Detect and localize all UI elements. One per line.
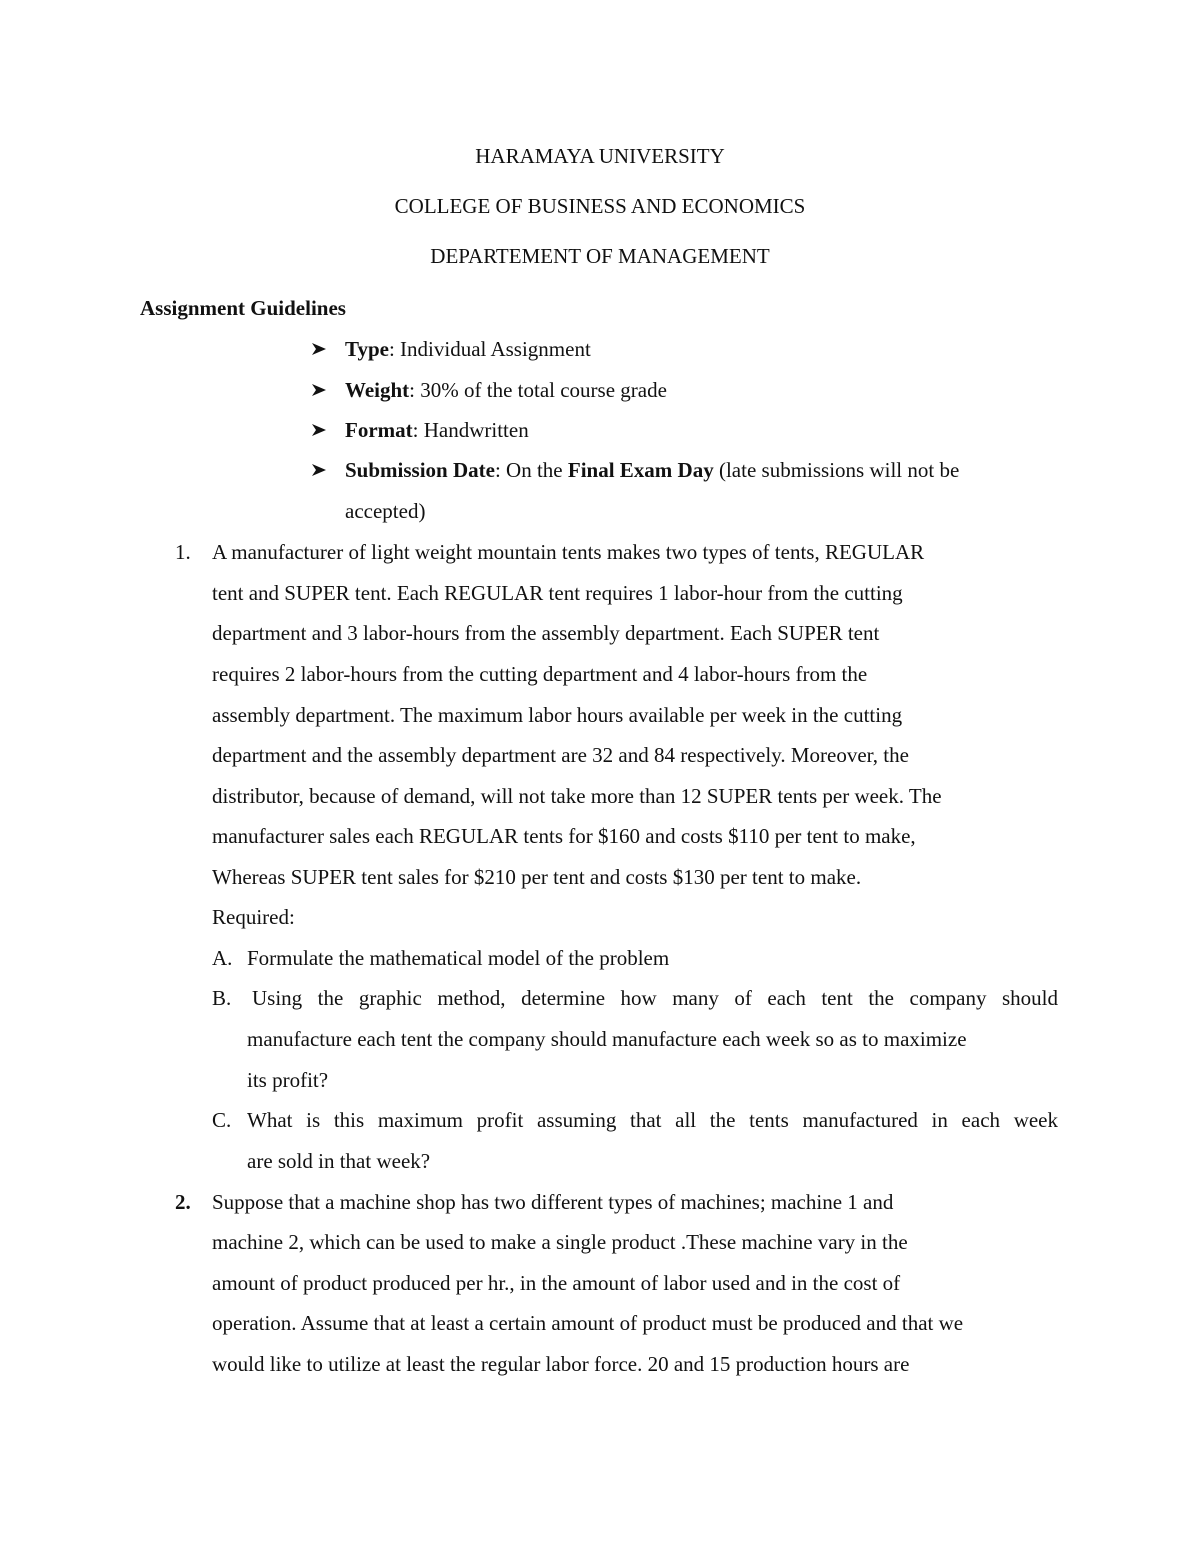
- part-c-text: are sold in that week?: [247, 1149, 431, 1173]
- arrowhead-bullet-icon: [310, 336, 330, 362]
- guidelines-title: Assignment Guidelines: [140, 296, 346, 320]
- question-1-line: assembly department. The maximum labor hours available per week in the cutting: [212, 703, 903, 727]
- question-2-line: Suppose that a machine shop has two different types of machines; machine 1 and: [212, 1190, 894, 1214]
- part-b-text: Using the graphic method, determine how many of each tent the company should: [252, 986, 1058, 1010]
- question-1-line: A manufacturer of light weight mountain tents makes two types of tents, REGULAR: [212, 540, 925, 564]
- college-name: COLLEGE OF BUSINESS AND ECONOMICS: [394, 194, 806, 218]
- part-b-letter: B.: [212, 986, 232, 1010]
- question-1-line: requires 2 labor-hours from the cutting department and 4 labor-hours from the: [212, 662, 868, 686]
- part-a-letter: A.: [212, 946, 233, 970]
- part-b-text: its profit?: [247, 1068, 329, 1092]
- question-2-line: machine 2, which can be used to make a single product .These machine vary in the: [212, 1230, 908, 1254]
- question-1-required-label: Required:: [212, 905, 295, 929]
- question-2-line: operation. Assume that at least a certain amount of product must be produced and that we: [212, 1311, 964, 1335]
- part-c-text: What is this maximum profit assuming that all the tents manufactured in each week: [247, 1108, 1058, 1132]
- question-2-line: amount of product produced per hr., in the amount of labor used and in the cost of: [212, 1271, 901, 1295]
- arrowhead-bullet-icon: [310, 417, 330, 443]
- question-1-number: 1.: [175, 540, 191, 564]
- guideline-type: Type: Individual Assignment: [345, 337, 591, 361]
- question-1-line: tent and SUPER tent. Each REGULAR tent requires 1 labor-hour from the cutting: [212, 581, 903, 605]
- part-a-text: Formulate the mathematical model of the problem: [247, 946, 670, 970]
- university-name: HARAMAYA UNIVERSITY: [475, 144, 725, 168]
- part-b-text: manufacture each tent the company should manufacture each week so as to maximize: [247, 1027, 967, 1051]
- question-1-line: department and 3 labor-hours from the assembly department. Each SUPER tent: [212, 621, 880, 645]
- guideline-format: Format: Handwritten: [345, 418, 529, 442]
- question-1-line: manufacturer sales each REGULAR tents for $160 and costs $110 per tent to make,: [212, 824, 916, 848]
- question-2-line: would like to utilize at least the regular labor force. 20 and 15 production hours are: [212, 1352, 910, 1376]
- arrowhead-bullet-icon: [310, 457, 330, 483]
- guideline-submission-date-continued: accepted): [345, 499, 426, 523]
- part-c-letter: C.: [212, 1108, 232, 1132]
- department-name: DEPARTEMENT OF MANAGEMENT: [430, 244, 770, 268]
- guideline-weight: Weight: 30% of the total course grade: [345, 378, 667, 402]
- question-2-number: 2.: [175, 1190, 191, 1214]
- arrowhead-bullet-icon: [310, 377, 330, 403]
- guideline-submission-date: Submission Date: On the Final Exam Day (late submissions will not be: [345, 458, 960, 482]
- question-1-line: distributor, because of demand, will not take more than 12 SUPER tents per week. The: [212, 784, 942, 808]
- question-1-line: department and the assembly department are 32 and 84 respectively. Moreover, the: [212, 743, 909, 767]
- question-1-line: Whereas SUPER tent sales for $210 per tent and costs $130 per tent to make.: [212, 865, 862, 889]
